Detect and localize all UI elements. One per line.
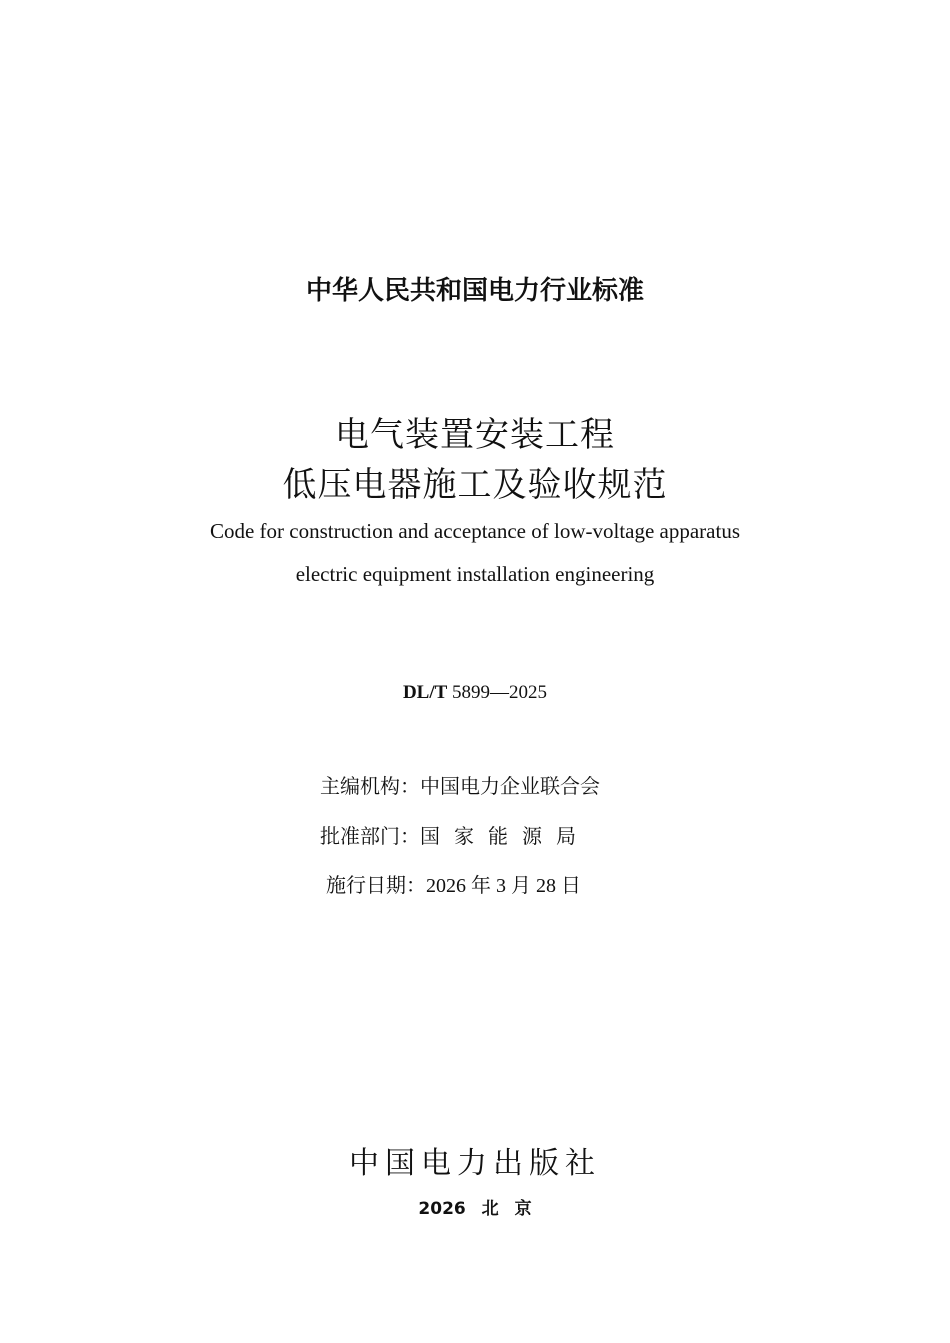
english-title-line-2: electric equipment installation engineering [295, 562, 655, 586]
publisher: 中国电力出版社 [349, 1147, 601, 1180]
title-line-2: 低压电器施工及验收规范 [282, 467, 668, 504]
effective-date-info [326, 869, 581, 898]
publication-year-place: 2026 北 京 [418, 1199, 532, 1219]
editor-info [320, 770, 600, 799]
standard-category-header: 中华人民共和国电力行业标准 [305, 276, 644, 306]
editor-value: 中国电力企业联合会 [420, 776, 600, 798]
english-title-line-1: Code for construction and acceptance of low-voltage apparatus [209, 519, 741, 543]
title-line-1: 电气装置安装工程 [335, 417, 615, 454]
approver-value: 国家能源局 [420, 826, 590, 848]
standard-code [0, 682, 950, 704]
standard-code-number: 5899—2025 [452, 682, 548, 703]
standard-code-prefix: DL/T [402, 682, 448, 703]
editor-label: 主编机构： [320, 776, 420, 798]
approver-info [320, 820, 590, 849]
approver-label: 批准部门： [320, 826, 420, 848]
effective-label: 施行日期： [326, 875, 426, 897]
effective-value: 2026 年 3 月 28 日 [426, 875, 581, 897]
